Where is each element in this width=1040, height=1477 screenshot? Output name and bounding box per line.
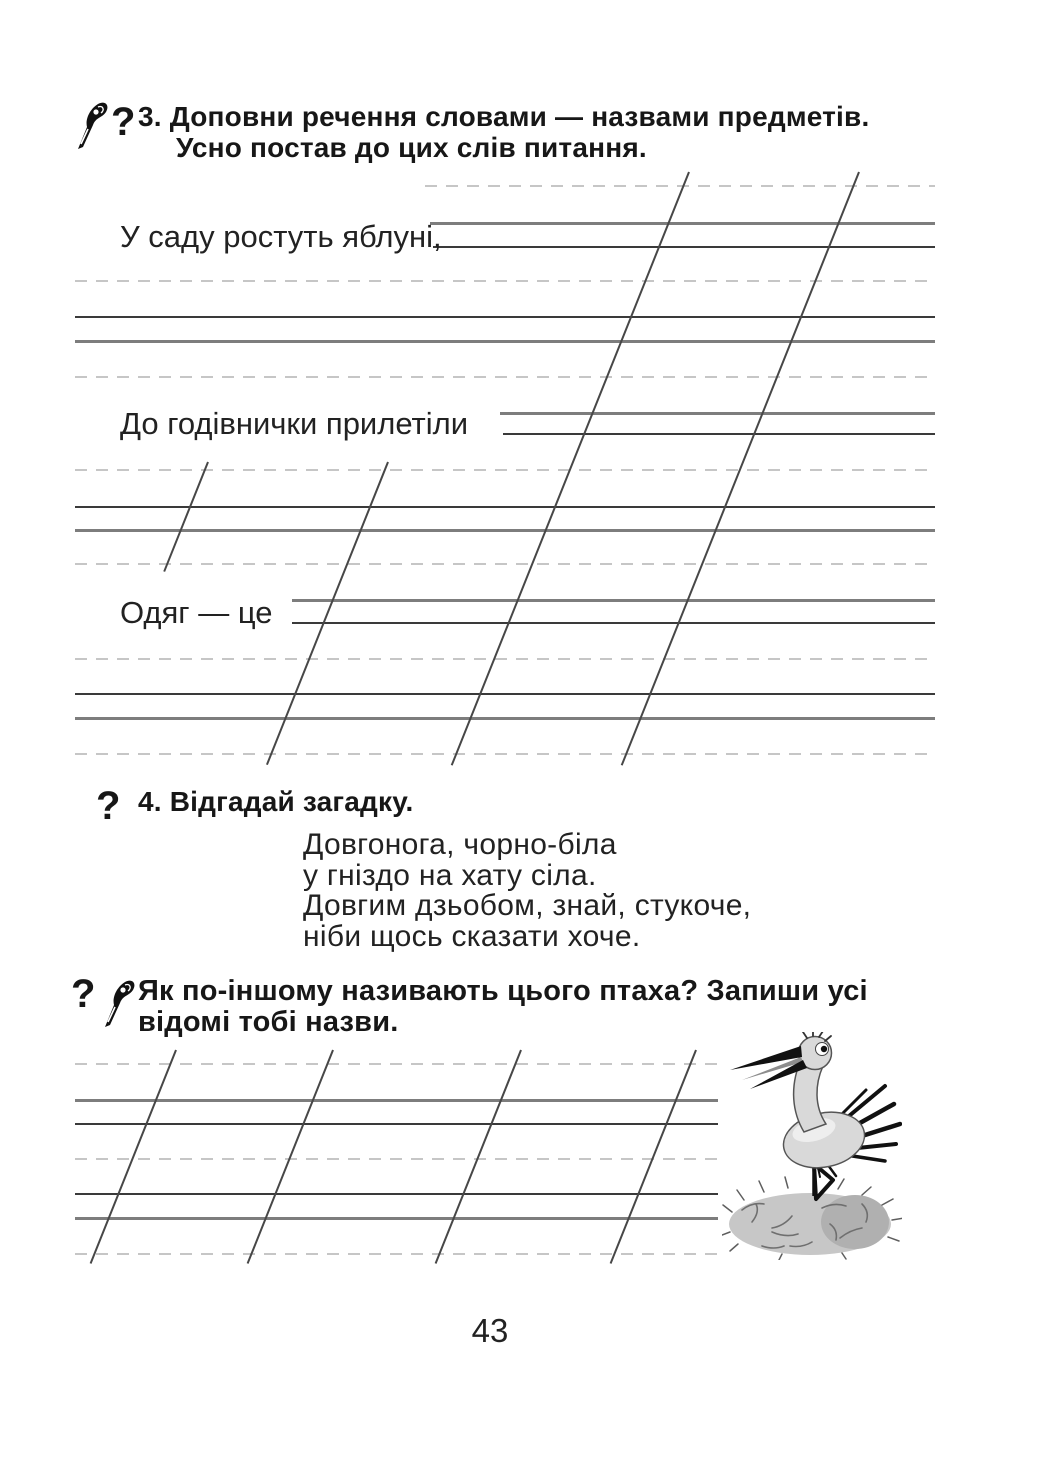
pen-icon [74, 100, 112, 152]
prompt-bird-feeder: До годівнички прилетіли [120, 406, 469, 441]
riddle-line-2: у гніздо на хату сіла. [303, 858, 597, 892]
question-mark-icon: ? [71, 972, 96, 1016]
writing-line-dashed [425, 185, 935, 187]
writing-line [75, 1193, 718, 1195]
writing-line [75, 693, 935, 695]
writing-line [292, 599, 935, 602]
writing-line [430, 222, 935, 225]
exercise3-heading-line2: Усно постав до цих слів питання. [176, 132, 647, 163]
page-number: 43 [471, 1312, 509, 1349]
riddle-line-1: Довгонога, чорно-біла [303, 828, 617, 861]
riddle-line-4: ніби щось сказати хоче. [303, 919, 641, 953]
writing-line [503, 433, 935, 435]
nest [722, 1175, 902, 1260]
slant-guide-line [163, 462, 209, 572]
writing-line-dashed [75, 1158, 718, 1160]
writing-line [75, 529, 935, 532]
riddle-line-3: Довгим дзьобом, знай, стукоче, [303, 889, 752, 922]
followup-heading-line1: Як по-іншому називають цього птаха? Запиши усі [138, 975, 868, 1007]
riddle-text [303, 830, 751, 952]
writing-line [75, 1099, 718, 1102]
stork-illustration [722, 1032, 902, 1260]
writing-line-dashed [75, 376, 935, 378]
slant-guide-line [90, 1050, 177, 1264]
writing-line [292, 622, 935, 624]
slant-guide-line [610, 1050, 697, 1264]
writing-line [75, 316, 935, 318]
followup-heading-line2: відомі тобі назви. [138, 1006, 399, 1038]
writing-line-dashed [75, 563, 935, 565]
slant-guide-line [247, 1050, 334, 1264]
pen-icon [101, 978, 139, 1030]
exercise3-heading-line1: 3. Доповни речення словами — назвами предметів. [138, 101, 870, 132]
slant-guide-line [435, 1050, 522, 1264]
writing-line [75, 717, 935, 720]
prompt-apple-trees: У саду ростуть яблуні, [120, 219, 442, 254]
writing-line [75, 1217, 718, 1220]
writing-line-dashed [75, 280, 935, 282]
writing-line [75, 340, 935, 343]
exercise4-heading: 4. Відгадай загадку. [138, 786, 414, 817]
question-mark-icon: ? [96, 784, 121, 828]
writing-line [75, 506, 935, 508]
writing-line-dashed [75, 753, 935, 755]
writing-line [500, 412, 935, 415]
writing-line [75, 1123, 718, 1125]
writing-line-dashed [75, 658, 935, 660]
question-mark-icon: ? [111, 100, 136, 144]
prompt-clothing: Одяг — це [120, 595, 273, 630]
writing-line-dashed [75, 1253, 718, 1255]
writing-line [433, 246, 935, 248]
